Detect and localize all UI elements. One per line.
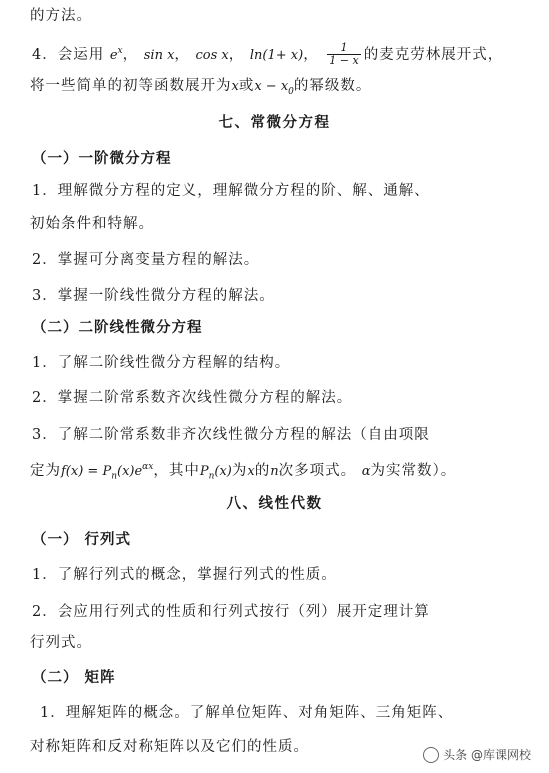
section-7-subtitle-2: （二）二阶线性微分方程: [32, 319, 203, 336]
text-line: 2．掌握二阶常系数齐次线性微分方程的解法。: [32, 390, 353, 406]
section-8-subtitle-2: （二） 矩阵: [32, 669, 116, 686]
text-line: 对称矩阵和反对称矩阵以及它们的性质。: [30, 739, 309, 755]
text-line: 1．理解矩阵的概念。了解单位矩阵、对角矩阵、三角矩阵、: [40, 705, 454, 721]
formula-line: 定为$f(x) = P_n(x)e^{\alpha x}$，其中$P_n(x)$为x的n次多项式。 α为实常数）。: [30, 462, 457, 482]
watermark: [423, 746, 531, 763]
text-line: 1．了解行列式的概念，掌握行列式的性质。: [32, 567, 337, 583]
text-line: 2．会应用行列式的性质和行列式按行（列）展开定理计算: [32, 604, 430, 620]
text-line: 2．掌握可分离变量方程的解法。: [32, 252, 260, 268]
item-4-line-1: 4．会运用 $e^x$， sin x， cos x， ln(1+ x)， $\frac{1}{1 - x}$ 的麦克劳林展开式，: [32, 41, 504, 68]
text-line: 3．掌握一阶线性微分方程的解法。: [32, 288, 275, 304]
watermark-text: 头条 @库课网校: [443, 748, 531, 762]
section-7-subtitle-1: （一）一阶微分方程: [32, 150, 172, 167]
watermark-logo-icon: [423, 747, 439, 763]
text-line: 行列式。: [30, 635, 92, 651]
section-8-subtitle-1: （一） 行列式: [32, 531, 132, 548]
section-7-title: 七、常微分方程: [218, 114, 331, 131]
section-8-title: 八、线性代数: [226, 495, 323, 512]
text-line: 3．了解二阶常系数非齐次线性微分方程的解法（自由项限: [32, 427, 430, 443]
text-line: 1．了解二阶线性微分方程解的结构。: [32, 355, 291, 371]
text-line: 的方法。: [30, 8, 92, 24]
fraction-1-over-1-minus-x: $\frac{1}{1 - x}$: [329, 41, 359, 68]
text-line: 1．理解微分方程的定义，理解微分方程的阶、解、通解、: [32, 183, 430, 199]
text-line: 初始条件和特解。: [30, 216, 154, 232]
item-4-line-2: 将一些简单的初等函数展开为x或$x - x_0$的幂级数。: [30, 78, 372, 97]
